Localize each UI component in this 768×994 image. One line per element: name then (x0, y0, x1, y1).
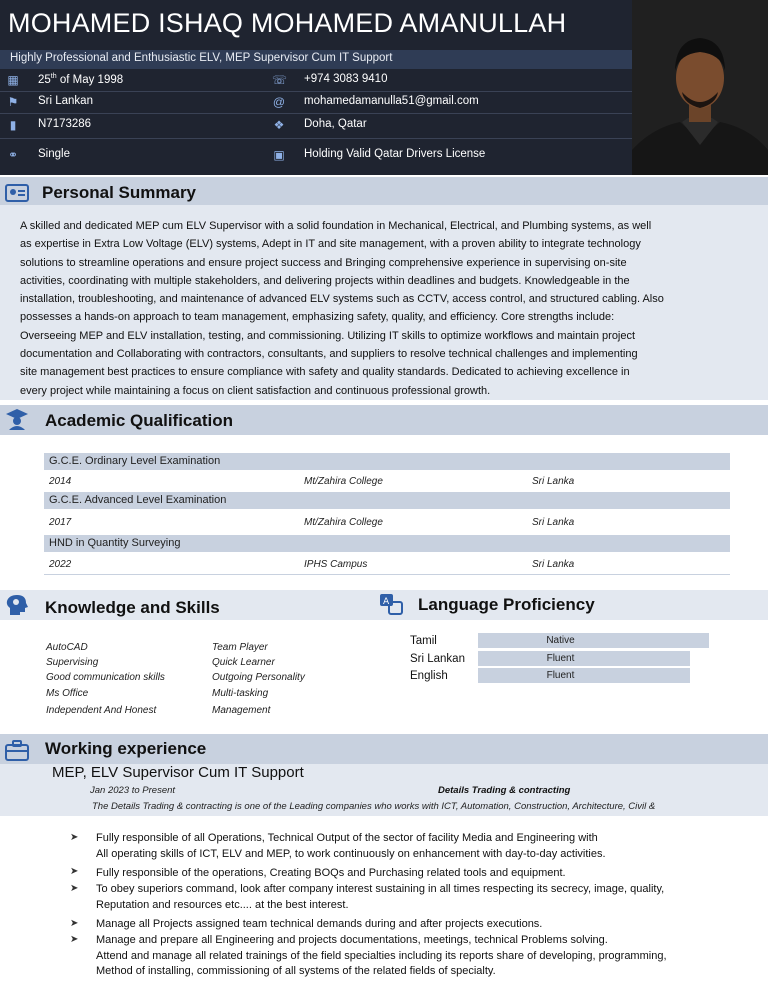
language-level: Fluent (546, 653, 575, 664)
skill-item: Management (212, 705, 271, 716)
brain-head-icon (4, 593, 30, 617)
qualification-institution: Mt/Zahira College (304, 476, 383, 487)
phone-icon: ☏ (272, 73, 288, 87)
header-section (0, 0, 768, 175)
profile-photo (632, 0, 768, 175)
person-flag-icon: ⚑ (7, 95, 19, 109)
rings-icon: ⚭ (7, 148, 19, 162)
languages-title: Language Proficiency (418, 595, 595, 614)
summary-line: documentation and Collaborating with contractors, consultants, and suppliers to resolve technical challenges and implementing (20, 348, 638, 361)
responsibility-item: Manage all Projects assigned team technical demands during and after projects executions. (96, 918, 543, 930)
responsibility-item: Fully responsible of all Operations, Technical Output of the sector of facility Media and Engineering with All operating skills of ICT, ELV and MEP, to work continuously on enhancement with day-to-day activities. (96, 832, 606, 860)
skill-item: Independent And Honest (46, 705, 157, 716)
calendar-icon: ▦ (7, 73, 19, 87)
passport-icon: ▮ (9, 118, 17, 132)
qualification-country: Sri Lanka (532, 517, 575, 528)
graduate-icon (4, 407, 30, 431)
qualification-institution: IPHS Campus (304, 559, 368, 570)
marital-status: Single (38, 148, 70, 160)
summary-line: solutions to streamline operations and ensure project success and Bringing comprehensive experience in supervising on-site (20, 256, 627, 269)
qualification-country: Sri Lanka (532, 476, 575, 487)
qualification-header (44, 453, 730, 470)
qualification-country: Sri Lanka (532, 559, 575, 570)
responsibility-item: Fully responsible of the operations, Creating BOQs and Purchasing related tools and equipment. (96, 867, 566, 879)
job-role: MEP, ELV Supervisor Cum IT Support (52, 764, 304, 781)
email-icon: @ (272, 95, 286, 109)
summary-line: as expertise in Extra Low Voltage (ELV) systems, Adept in IT and site management, with a proven ability to integrate technology (20, 238, 641, 251)
summary-line: Overseeing MEP and ELV installation, testing, and commissioning. Utilizing IT skills to optimize workflows and maintain project (20, 329, 636, 342)
bullet-icon: ➤ (70, 832, 79, 843)
experience-title: Working experience (45, 739, 207, 758)
qualification-name: G.C.E. Advanced Level Examination (49, 494, 227, 506)
summary-title: Personal Summary (42, 183, 197, 202)
svg-text:A: A (383, 597, 390, 607)
qualification-year: 2022 (49, 559, 72, 570)
passport-number: N7173286 (38, 118, 92, 130)
language-name: Tamil (410, 635, 437, 647)
qualification-year: 2017 (49, 517, 72, 528)
skill-item: Quick Learner (212, 657, 275, 668)
bullet-icon: ➤ (70, 918, 79, 929)
phone-number: +974 3083 9410 (304, 73, 388, 85)
responsibility-item: Manage and prepare all Engineering and projects documentations, meetings, technical Problems solving. Attend and manage all related trainings of the field specialties including its reports share of developing, programming, Method of installing, commissioning of all systems of the related fields of specialty. (96, 934, 667, 977)
skill-item: Good communication skills (46, 672, 165, 683)
company-description: The Details Trading & contracting is one of the Leading companies who works with ICT, Automation, Construction, Architecture, Civil & (92, 801, 656, 812)
email-address[interactable]: mohamedamanulla51@gmail.com (304, 95, 479, 107)
skill-item: AutoCAD (46, 642, 88, 653)
summary-line: activities, coordinating with multiple stakeholders, and delivering projects within deadlines and budgets. Knowledgeable in the (20, 274, 630, 287)
summary-line: A skilled and dedicated MEP cum ELV Supervisor with a solid foundation in Mechanical, Electrical, and Plumbing systems, as well (20, 220, 652, 232)
language-level: Fluent (546, 670, 575, 681)
skill-item: Ms Office (46, 688, 89, 699)
language-level: Native (546, 635, 575, 646)
skill-item: Outgoing Personality (212, 672, 305, 683)
nationality: Sri Lankan (38, 95, 93, 107)
driving-license: Holding Valid Qatar Drivers License (304, 148, 486, 160)
subtitle-bar (0, 50, 632, 69)
language-name: English (410, 670, 448, 682)
candidate-name: MOHAMED ISHAQ MOHAMED AMANULLAH (8, 8, 567, 38)
language-name: Sri Lankan (410, 653, 465, 665)
qualification-header (44, 535, 730, 552)
summary-line: site management best practices to ensure compliance with safety and quality standards. Dedicated to achieving excellence in (20, 366, 630, 379)
skill-item: Team Player (212, 642, 268, 653)
translate-icon (378, 592, 404, 616)
qualification-name: G.C.E. Ordinary Level Examination (49, 455, 221, 467)
location-icon: ❖ (273, 118, 285, 132)
summary-line: possesses a hands-on approach to team management, emphasizing safety, quality, and efficiency. Core strengths include: (20, 311, 615, 324)
responsibility-item: To obey superiors command, look after company interest sustaining in all times respecting its secrecy, image, quality, Reputation and resources etc.... at the best interest. (96, 883, 665, 911)
skill-item: Supervising (46, 657, 99, 668)
id-card-icon (4, 181, 30, 205)
skill-item: Multi-tasking (212, 688, 269, 699)
summary-text (20, 217, 756, 400)
qualification-institution: Mt/Zahira College (304, 517, 383, 528)
location: Doha, Qatar (304, 118, 367, 130)
bullet-icon: ➤ (70, 934, 79, 945)
skills-title: Knowledge and Skills (45, 598, 220, 617)
bullet-icon: ➤ (70, 883, 79, 894)
summary-line: every project while maintaining a focus on client satisfaction and continuous professional growth. (20, 384, 491, 397)
divider (44, 574, 730, 575)
academic-title: Academic Qualification (45, 411, 233, 430)
qualification-year: 2014 (49, 476, 72, 487)
job-company: Details Trading & contracting (438, 785, 571, 796)
summary-box (0, 205, 768, 400)
qualification-header (44, 492, 730, 509)
qualification-name: HND in Quantity Surveying (49, 537, 181, 549)
briefcase-icon (4, 738, 30, 762)
professional-tagline: Highly Professional and Enthusiastic ELV, MEP Supervisor Cum IT Support (10, 52, 393, 64)
date-of-birth: 25th of May 1998 (38, 73, 124, 86)
profile-photo-portrait (632, 0, 768, 175)
bullet-icon: ➤ (70, 866, 79, 877)
job-dates: Jan 2023 to Present (90, 785, 176, 796)
summary-line: installation, troubleshooting, and maintenance of advanced ELV systems such as CCTV, access control, and structured cabling. Also (20, 293, 664, 306)
car-icon: ▣ (273, 148, 285, 162)
